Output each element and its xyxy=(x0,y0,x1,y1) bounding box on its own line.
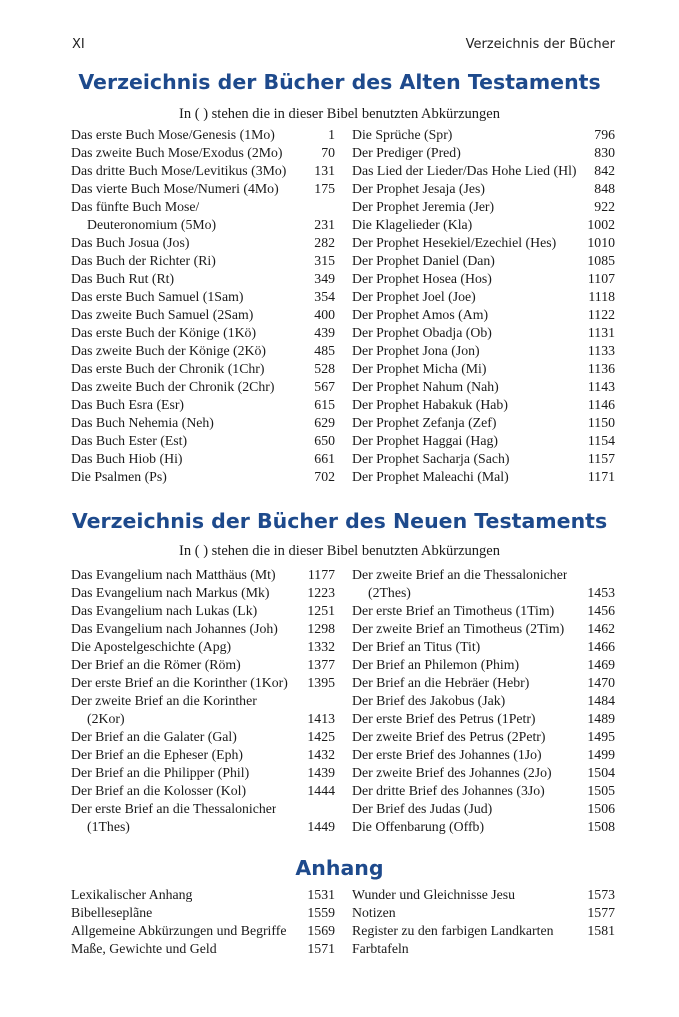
toc-entry-page: 1432 xyxy=(307,747,335,762)
toc-entry xyxy=(71,886,335,904)
toc-entry-title: Die Sprüche (Spr) xyxy=(352,127,453,142)
toc-entry-title: Der Prophet Jona (Jon) xyxy=(352,343,480,358)
toc-entry-page: 1425 xyxy=(307,729,335,744)
toc-entry-title: Der Brief an die Galater (Gal) xyxy=(71,729,237,744)
toc-entry-page: 1504 xyxy=(587,765,615,780)
toc-entry-page: 629 xyxy=(314,415,335,430)
toc-entry xyxy=(71,252,335,270)
toc-entry xyxy=(71,782,335,800)
toc-entry xyxy=(352,566,615,584)
toc-entry xyxy=(352,414,615,432)
toc-entry-page: 1559 xyxy=(307,905,335,920)
toc-entry xyxy=(71,450,335,468)
toc-entry xyxy=(71,746,335,764)
toc-entry-page: 175 xyxy=(314,181,335,196)
toc-entry-title: Der Brief an die Epheser (Eph) xyxy=(71,747,244,762)
toc-entry-title: Die Psalmen (Ps) xyxy=(71,469,167,484)
toc-entry-title: Der Prophet Hesekiel/Ezechiel (Hes) xyxy=(352,235,557,250)
toc-entry-page: 1177 xyxy=(307,567,335,582)
toc-entry-title: Das erste Buch der Chronik (1Chr) xyxy=(71,361,265,376)
toc-entry xyxy=(352,126,615,144)
toc-entry xyxy=(71,432,335,450)
toc-entry xyxy=(71,728,335,746)
toc-entry-page: 1531 xyxy=(307,887,335,902)
toc-entry-page: 1453 xyxy=(587,585,615,600)
toc-entry xyxy=(352,692,615,710)
toc-entry-title: Das fünfte Buch Mose/ xyxy=(71,199,200,214)
toc-entry xyxy=(71,638,335,656)
toc-entry xyxy=(71,620,335,638)
toc-entry xyxy=(352,270,615,288)
appendix-left-column xyxy=(71,886,335,958)
toc-entry xyxy=(71,710,335,728)
toc-entry-title: Der Prophet Micha (Mi) xyxy=(352,361,487,376)
toc-entry-title: Das Buch Nehemia (Neh) xyxy=(71,415,214,430)
toc-entry-title: Der erste Brief des Petrus (1Petr) xyxy=(352,711,536,726)
toc-entry-title: Das erste Buch Mose/Genesis (1Mo) xyxy=(71,127,275,142)
toc-entry-page: 1577 xyxy=(587,905,615,920)
toc-entry-page: 615 xyxy=(314,397,335,412)
toc-entry-page: 830 xyxy=(594,145,615,160)
old-testament-title: Verzeichnis der Bücher des Alten Testaments xyxy=(78,70,601,94)
toc-entry xyxy=(352,360,615,378)
toc-entry-page: 1131 xyxy=(587,325,615,340)
toc-entry-page: 1171 xyxy=(587,469,615,484)
toc-entry xyxy=(352,198,615,216)
toc-entry-title: Der Brief an Titus (Tit) xyxy=(352,639,481,654)
toc-entry xyxy=(352,306,615,324)
toc-entry-page: 354 xyxy=(314,289,335,304)
toc-entry-title: Der zweite Brief des Petrus (2Petr) xyxy=(352,729,546,744)
page-number: XI xyxy=(72,37,85,52)
toc-entry-page: 1444 xyxy=(307,783,335,798)
toc-entry-page: 1146 xyxy=(587,397,615,412)
toc-entry xyxy=(352,584,615,602)
running-title: Verzeichnis der Bücher xyxy=(465,37,615,52)
toc-entry-title: Der erste Brief an die Korinther (1Kor) xyxy=(71,675,288,690)
toc-entry xyxy=(71,584,335,602)
toc-entry-title: Das Buch Josua (Jos) xyxy=(71,235,190,250)
toc-entry-page: 1495 xyxy=(587,729,615,744)
toc-entry-page: 439 xyxy=(314,325,335,340)
toc-entry-title: Der zweite Brief an die Korinther xyxy=(71,693,257,708)
toc-entry-title: Das Evangelium nach Matthäus (Mt) xyxy=(71,567,276,582)
toc-entry-title: Das zweite Buch Mose/Exodus (2Mo) xyxy=(71,145,283,160)
toc-entry-title: Der erste Brief des Johannes (1Jo) xyxy=(352,747,542,762)
toc-entry xyxy=(352,288,615,306)
toc-entry-page: 1395 xyxy=(307,675,335,690)
toc-entry-title: Notizen xyxy=(352,905,396,920)
toc-entry-page: 1133 xyxy=(587,343,615,358)
toc-entry-title: Der Prophet Habakuk (Hab) xyxy=(352,397,508,412)
toc-entry xyxy=(71,234,335,252)
toc-entry-page: 1439 xyxy=(307,765,335,780)
toc-entry xyxy=(352,674,615,692)
toc-entry-page: 1157 xyxy=(587,451,615,466)
toc-entry xyxy=(71,414,335,432)
toc-entry xyxy=(71,904,335,922)
toc-entry xyxy=(71,288,335,306)
toc-entry-title: Der Prophet Nahum (Nah) xyxy=(352,379,499,394)
toc-entry-page: 1571 xyxy=(307,941,335,956)
toc-entry-page: 796 xyxy=(594,127,615,142)
toc-entry-page: 1506 xyxy=(587,801,615,816)
toc-entry-page: 282 xyxy=(314,235,335,250)
toc-entry xyxy=(352,162,615,180)
toc-entry-title: Das dritte Buch Mose/Levitikus (3Mo) xyxy=(71,163,287,178)
toc-entry-title: Der Brief des Judas (Jud) xyxy=(352,801,493,816)
toc-entry xyxy=(352,342,615,360)
toc-entry-page: 1413 xyxy=(307,711,335,726)
toc-entry xyxy=(71,940,335,958)
toc-entry-page: 349 xyxy=(314,271,335,286)
toc-entry-title: Der Prophet Zefanja (Zef) xyxy=(352,415,497,430)
toc-entry xyxy=(71,162,335,180)
toc-entry-title: Das Buch der Richter (Ri) xyxy=(71,253,216,268)
new-testament-left-column xyxy=(71,566,335,836)
toc-entry xyxy=(71,674,335,692)
toc-entry xyxy=(71,764,335,782)
toc-entry xyxy=(352,144,615,162)
old-testament-subtitle: In ( ) stehen die in dieser Bibel benutzten Abkürzungen xyxy=(179,106,500,122)
toc-entry-page: 1505 xyxy=(587,783,615,798)
toc-entry-page: 131 xyxy=(314,163,335,178)
toc-entry-title: Das zweite Buch der Chronik (2Chr) xyxy=(71,379,275,394)
toc-entry-page: 1122 xyxy=(587,307,615,322)
toc-entry xyxy=(71,216,335,234)
toc-entry-title: Der Brief an Philemon (Phim) xyxy=(352,657,520,672)
toc-entry-page: 1107 xyxy=(587,271,615,286)
toc-entry xyxy=(352,922,615,940)
toc-entry-page: 1136 xyxy=(587,361,615,376)
toc-entry xyxy=(352,656,615,674)
toc-entry-page: 231 xyxy=(314,217,335,232)
toc-entry-title: Der zweite Brief an die Thessalonicher xyxy=(352,567,568,582)
toc-entry xyxy=(71,342,335,360)
toc-entry-page: 1377 xyxy=(307,657,335,672)
toc-entry-title: Der Prophet Jeremia (Jer) xyxy=(352,199,495,214)
toc-entry xyxy=(352,904,615,922)
toc-entry-title: Der Prediger (Pred) xyxy=(352,145,461,160)
toc-entry-title: Der Brief an die Philipper (Phil) xyxy=(71,765,250,780)
toc-entry-page: 1508 xyxy=(587,819,615,834)
toc-entry xyxy=(352,818,615,836)
toc-entry-page: 1470 xyxy=(587,675,615,690)
toc-entry xyxy=(352,234,615,252)
toc-entry-page: 1154 xyxy=(587,433,615,448)
toc-entry-page: 702 xyxy=(314,469,335,484)
toc-entry-page: 1298 xyxy=(307,621,335,636)
toc-entry xyxy=(71,602,335,620)
toc-entry-title: Das Buch Ester (Est) xyxy=(71,433,188,448)
toc-entry xyxy=(352,378,615,396)
toc-entry-title: (2Thes) xyxy=(368,585,411,600)
toc-entry xyxy=(352,180,615,198)
toc-entry-title: Der Prophet Hosea (Hos) xyxy=(352,271,492,286)
toc-entry xyxy=(352,450,615,468)
toc-entry xyxy=(71,922,335,940)
new-testament-right-column xyxy=(352,566,615,836)
toc-entry-page: 1489 xyxy=(587,711,615,726)
toc-entry-title: Register zu den farbigen Landkarten xyxy=(352,923,554,938)
toc-entry-page: 1466 xyxy=(587,639,615,654)
toc-entry-title: Der erste Brief an Timotheus (1Tim) xyxy=(352,603,555,618)
toc-entry-title: Maße, Gewichte und Geld xyxy=(71,941,217,956)
toc-entry xyxy=(352,396,615,414)
toc-entry xyxy=(352,800,615,818)
toc-entry xyxy=(352,468,615,486)
toc-entry xyxy=(71,360,335,378)
toc-entry-title: Der Prophet Obadja (Ob) xyxy=(352,325,492,340)
toc-entry xyxy=(352,216,615,234)
toc-entry-page: 1449 xyxy=(307,819,335,834)
toc-entry-title: Das Evangelium nach Johannes (Joh) xyxy=(71,621,278,636)
toc-entry-page: 1251 xyxy=(307,603,335,618)
toc-entry-title: Der Prophet Amos (Am) xyxy=(352,307,489,322)
toc-entry-title: Der zweite Brief an Timotheus (2Tim) xyxy=(352,621,565,636)
toc-entry xyxy=(71,270,335,288)
toc-entry xyxy=(352,782,615,800)
toc-entry-title: Allgemeine Abkürzungen und Begriffe xyxy=(71,923,287,938)
toc-entry-title: Wunder und Gleichnisse Jesu xyxy=(352,887,516,902)
toc-entry-title: Der Prophet Joel (Joe) xyxy=(352,289,476,304)
toc-entry-page: 1150 xyxy=(587,415,615,430)
toc-entry-page: 650 xyxy=(314,433,335,448)
toc-entry-title: Deuteronomium (5Mo) xyxy=(87,217,217,232)
toc-entry xyxy=(71,800,335,818)
toc-entry-page: 400 xyxy=(314,307,335,322)
toc-entry xyxy=(71,396,335,414)
toc-entry-page: 1573 xyxy=(587,887,615,902)
toc-entry xyxy=(352,710,615,728)
old-testament-left-column xyxy=(71,126,335,486)
toc-entry xyxy=(352,728,615,746)
toc-entry-title: Die Apostelgeschichte (Apg) xyxy=(71,639,232,654)
toc-entry xyxy=(71,656,335,674)
toc-entry xyxy=(352,638,615,656)
toc-entry-page: 1143 xyxy=(587,379,615,394)
toc-entry xyxy=(71,144,335,162)
toc-entry-title: Der Prophet Haggai (Hag) xyxy=(352,433,498,448)
toc-entry-title: Das erste Buch der Könige (1Kö) xyxy=(71,325,257,340)
toc-entry xyxy=(71,692,335,710)
toc-entry-page: 1469 xyxy=(587,657,615,672)
toc-entry-title: Der Brief des Jakobus (Jak) xyxy=(352,693,506,708)
toc-entry-page: 922 xyxy=(594,199,615,214)
toc-entry-page: 70 xyxy=(321,145,335,160)
toc-entry-page: 1332 xyxy=(307,639,335,654)
toc-entry-title: (2Kor) xyxy=(87,711,125,726)
toc-entry-title: Das zweite Buch der Könige (2Kö) xyxy=(71,343,267,358)
toc-entry-title: Der erste Brief an die Thessalonicher xyxy=(71,801,277,816)
toc-entry-title: Das Buch Esra (Esr) xyxy=(71,397,185,412)
toc-entry-title: (1Thes) xyxy=(87,819,130,834)
toc-entry-page: 315 xyxy=(314,253,335,268)
toc-entry-title: Der Prophet Jesaja (Jes) xyxy=(352,181,485,196)
toc-entry xyxy=(352,746,615,764)
toc-entry-title: Der Prophet Sacharja (Sach) xyxy=(352,451,510,466)
toc-entry-title: Bibelleseplãne xyxy=(71,905,153,920)
toc-entry xyxy=(71,126,335,144)
toc-entry-page: 1499 xyxy=(587,747,615,762)
toc-entry-page: 661 xyxy=(314,451,335,466)
toc-entry-page: 848 xyxy=(594,181,615,196)
toc-entry-title: Das zweite Buch Samuel (2Sam) xyxy=(71,307,254,322)
toc-entry-page: 1 xyxy=(328,127,335,142)
toc-entry-title: Das vierte Buch Mose/Numeri (4Mo) xyxy=(71,181,279,196)
appendix-title: Anhang xyxy=(295,856,384,880)
toc-entry xyxy=(71,378,335,396)
toc-entry-page: 1569 xyxy=(307,923,335,938)
toc-entry-title: Der Brief an die Römer (Röm) xyxy=(71,657,241,672)
toc-entry xyxy=(71,198,335,216)
new-testament-title: Verzeichnis der Bücher des Neuen Testaments xyxy=(71,509,608,533)
toc-entry-page: 567 xyxy=(314,379,335,394)
toc-entry-title: Der Prophet Daniel (Dan) xyxy=(352,253,495,268)
toc-entry-page: 1581 xyxy=(587,923,615,938)
toc-entry-title: Lexikalischer Anhang xyxy=(71,887,193,902)
toc-entry xyxy=(71,306,335,324)
toc-entry-page: 1462 xyxy=(587,621,615,636)
toc-entry-title: Die Klagelieder (Kla) xyxy=(352,217,473,232)
new-testament-subtitle: In ( ) stehen die in dieser Bibel benutzten Abkürzungen xyxy=(179,543,500,559)
toc-entry xyxy=(71,468,335,486)
toc-entry-title: Das Buch Hiob (Hi) xyxy=(71,451,183,466)
toc-entry xyxy=(71,818,335,836)
toc-entry xyxy=(352,602,615,620)
toc-entry-title: Der Brief an die Hebräer (Hebr) xyxy=(352,675,530,690)
toc-entry-title: Der zweite Brief des Johannes (2Jo) xyxy=(352,765,552,780)
toc-entry xyxy=(352,620,615,638)
toc-entry-page: 1010 xyxy=(587,235,615,250)
appendix-right-column xyxy=(352,886,615,958)
toc-entry-title: Farbtafeln xyxy=(352,941,409,956)
toc-entry xyxy=(71,566,335,584)
toc-entry-page: 1223 xyxy=(307,585,335,600)
toc-entry xyxy=(352,432,615,450)
toc-entry xyxy=(71,180,335,198)
toc-entry-title: Die Offenbarung (Offb) xyxy=(352,819,485,834)
toc-entry-page: 1456 xyxy=(587,603,615,618)
toc-entry-page: 485 xyxy=(314,343,335,358)
toc-entry-page: 1085 xyxy=(587,253,615,268)
toc-entry-title: Das Lied der Lieder/Das Hohe Lied (Hl) xyxy=(352,163,577,178)
toc-entry xyxy=(352,252,615,270)
toc-entry-title: Der Brief an die Kolosser (Kol) xyxy=(71,783,247,798)
toc-entry-title: Das Evangelium nach Lukas (Lk) xyxy=(71,603,258,618)
toc-entry-title: Das erste Buch Samuel (1Sam) xyxy=(71,289,244,304)
toc-entry xyxy=(352,886,615,904)
toc-entry-title: Das Evangelium nach Markus (Mk) xyxy=(71,585,270,600)
toc-entry-page: 528 xyxy=(314,361,335,376)
toc-entry xyxy=(352,324,615,342)
toc-entry-title: Der dritte Brief des Johannes (3Jo) xyxy=(352,783,545,798)
toc-entry-page: 842 xyxy=(594,163,615,178)
toc-entry-page: 1118 xyxy=(588,289,615,304)
toc-entry-title: Der Prophet Maleachi (Mal) xyxy=(352,469,509,484)
toc-entry xyxy=(71,324,335,342)
toc-entry-page: 1484 xyxy=(587,693,615,708)
toc-entry-title: Das Buch Rut (Rt) xyxy=(71,271,175,286)
toc-entry xyxy=(352,940,615,958)
old-testament-right-column xyxy=(352,126,615,486)
toc-entry xyxy=(352,764,615,782)
toc-entry-page: 1002 xyxy=(587,217,615,232)
